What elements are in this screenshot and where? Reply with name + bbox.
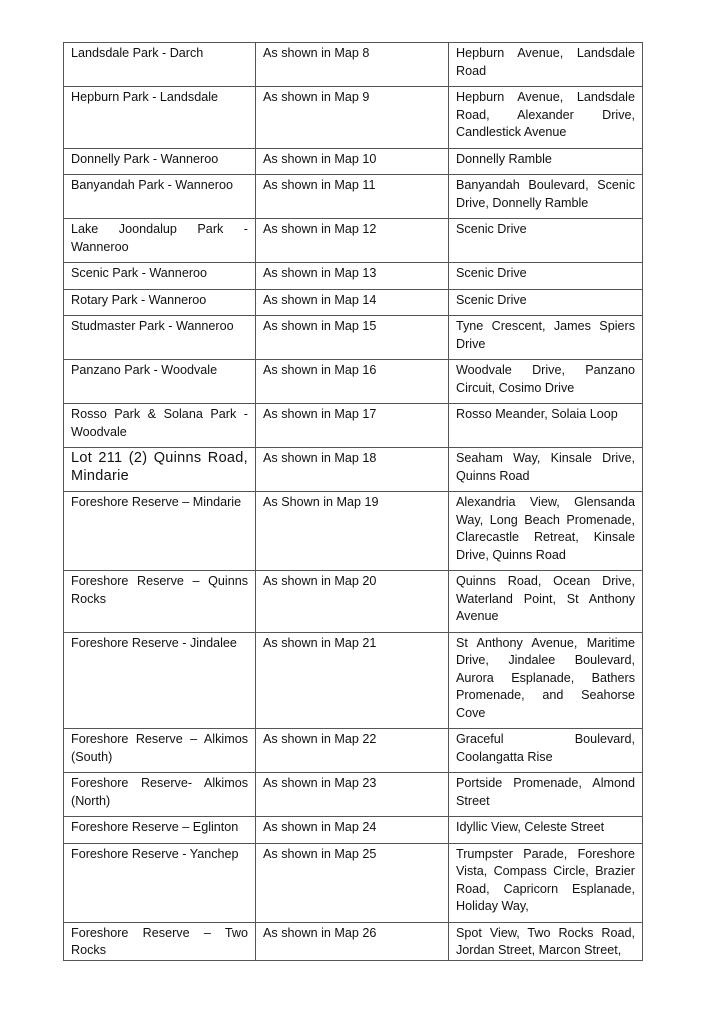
reserve-name-cell: Foreshore Reserve – Alkimos (South) bbox=[64, 729, 256, 773]
reserve-name-cell: Lot 211 (2) Quinns Road, Mindarie bbox=[64, 448, 256, 492]
reserves-table bbox=[63, 42, 643, 961]
reserve-name-cell: Rosso Park & Solana Park - Woodvale bbox=[64, 404, 256, 448]
reserve-name-cell: Foreshore Reserve – Mindarie bbox=[64, 492, 256, 571]
streets-cell-text: Spot View, Two Rocks Road, Jordan Street, Marcon Street, bbox=[456, 925, 635, 957]
map-reference-cell: As shown in Map 21 bbox=[256, 632, 449, 729]
reserve-name-cell: Foreshore Reserve – Two Rocks bbox=[64, 922, 256, 960]
streets-cell: Seaham Way, Kinsale Drive, Quinns Road bbox=[449, 448, 643, 492]
table-row bbox=[64, 843, 643, 922]
reserve-name-cell: Hepburn Park - Landsdale bbox=[64, 87, 256, 149]
map-reference-cell: As shown in Map 23 bbox=[256, 773, 449, 817]
reserve-name-cell: Scenic Park - Wanneroo bbox=[64, 263, 256, 290]
reserve-name-cell: Donnelly Park - Wanneroo bbox=[64, 148, 256, 175]
map-reference-cell: As shown in Map 9 bbox=[256, 87, 449, 149]
table-row bbox=[64, 922, 643, 960]
streets-cell: Alexandria View, Glensanda Way, Long Beach Promenade, Clarecastle Retreat, Kinsale Drive, Quinns Road bbox=[449, 492, 643, 571]
reserve-name-cell: Landsdale Park - Darch bbox=[64, 43, 256, 87]
map-reference-cell: As shown in Map 14 bbox=[256, 289, 449, 316]
streets-cell: St Anthony Avenue, Maritime Drive, Jindalee Boulevard, Aurora Esplanade, Bathers Promenade, and Seahorse Cove bbox=[449, 632, 643, 729]
table-row bbox=[64, 571, 643, 633]
streets-cell: Rosso Meander, Solaia Loop bbox=[449, 404, 643, 448]
table-row bbox=[64, 632, 643, 729]
map-reference-cell: As shown in Map 16 bbox=[256, 360, 449, 404]
streets-cell: Idyllic View, Celeste Street bbox=[449, 817, 643, 844]
table-row bbox=[64, 448, 643, 492]
map-reference-cell: As shown in Map 18 bbox=[256, 448, 449, 492]
table-row bbox=[64, 817, 643, 844]
reserve-name-cell: Lake Joondalup Park - Wanneroo bbox=[64, 219, 256, 263]
map-reference-cell: As shown in Map 20 bbox=[256, 571, 449, 633]
streets-cell: Scenic Drive bbox=[449, 263, 643, 290]
map-reference-cell: As shown in Map 25 bbox=[256, 843, 449, 922]
reserve-name-cell: Panzano Park - Woodvale bbox=[64, 360, 256, 404]
map-reference-cell: As shown in Map 17 bbox=[256, 404, 449, 448]
table-row bbox=[64, 404, 643, 448]
streets-cell: Woodvale Drive, Panzano Circuit, Cosimo Drive bbox=[449, 360, 643, 404]
table-row bbox=[64, 175, 643, 219]
reserve-name-cell: Banyandah Park - Wanneroo bbox=[64, 175, 256, 219]
table-row bbox=[64, 148, 643, 175]
table-row bbox=[64, 316, 643, 360]
streets-cell: Graceful Boulevard, Coolangatta Rise bbox=[449, 729, 643, 773]
streets-cell: Scenic Drive bbox=[449, 219, 643, 263]
map-reference-cell: As shown in Map 10 bbox=[256, 148, 449, 175]
streets-cell: Scenic Drive bbox=[449, 289, 643, 316]
streets-cell: Portside Promenade, Almond Street bbox=[449, 773, 643, 817]
reserve-name-cell: Studmaster Park - Wanneroo bbox=[64, 316, 256, 360]
reserve-name-cell: Foreshore Reserve - Jindalee bbox=[64, 632, 256, 729]
streets-cell: Hepburn Avenue, Landsdale Road bbox=[449, 43, 643, 87]
map-reference-cell: As shown in Map 13 bbox=[256, 263, 449, 290]
table-row bbox=[64, 87, 643, 149]
map-reference-cell: As shown in Map 15 bbox=[256, 316, 449, 360]
table-row bbox=[64, 492, 643, 571]
map-reference-cell: As shown in Map 24 bbox=[256, 817, 449, 844]
reserve-name-cell: Foreshore Reserve- Alkimos (North) bbox=[64, 773, 256, 817]
map-reference-cell: As shown in Map 26 bbox=[256, 922, 449, 960]
reserve-name-cell: Foreshore Reserve - Yanchep bbox=[64, 843, 256, 922]
map-reference-cell: As shown in Map 22 bbox=[256, 729, 449, 773]
table-row bbox=[64, 219, 643, 263]
streets-cell: Banyandah Boulevard, Scenic Drive, Donnelly Ramble bbox=[449, 175, 643, 219]
streets-cell: Tyne Crescent, James Spiers Drive bbox=[449, 316, 643, 360]
table-row bbox=[64, 360, 643, 404]
map-reference-cell: As shown in Map 12 bbox=[256, 219, 449, 263]
map-reference-cell: As shown in Map 8 bbox=[256, 43, 449, 87]
streets-cell: Trumpster Parade, Foreshore Vista, Compass Circle, Brazier Road, Capricorn Esplanade, Holiday Way, bbox=[449, 843, 643, 922]
streets-cell: Quinns Road, Ocean Drive, Waterland Point, St Anthony Avenue bbox=[449, 571, 643, 633]
table-row bbox=[64, 263, 643, 290]
table-row bbox=[64, 289, 643, 316]
table-row bbox=[64, 43, 643, 87]
reserve-name-cell: Rotary Park - Wanneroo bbox=[64, 289, 256, 316]
streets-cell bbox=[449, 922, 643, 960]
streets-cell: Hepburn Avenue, Landsdale Road, Alexander Drive, Candlestick Avenue bbox=[449, 87, 643, 149]
map-reference-cell: As Shown in Map 19 bbox=[256, 492, 449, 571]
streets-cell: Donnelly Ramble bbox=[449, 148, 643, 175]
map-reference-cell: As shown in Map 11 bbox=[256, 175, 449, 219]
table-row bbox=[64, 773, 643, 817]
reserve-name-cell: Foreshore Reserve – Eglinton bbox=[64, 817, 256, 844]
table-row bbox=[64, 729, 643, 773]
reserve-name-cell: Foreshore Reserve – Quinns Rocks bbox=[64, 571, 256, 633]
